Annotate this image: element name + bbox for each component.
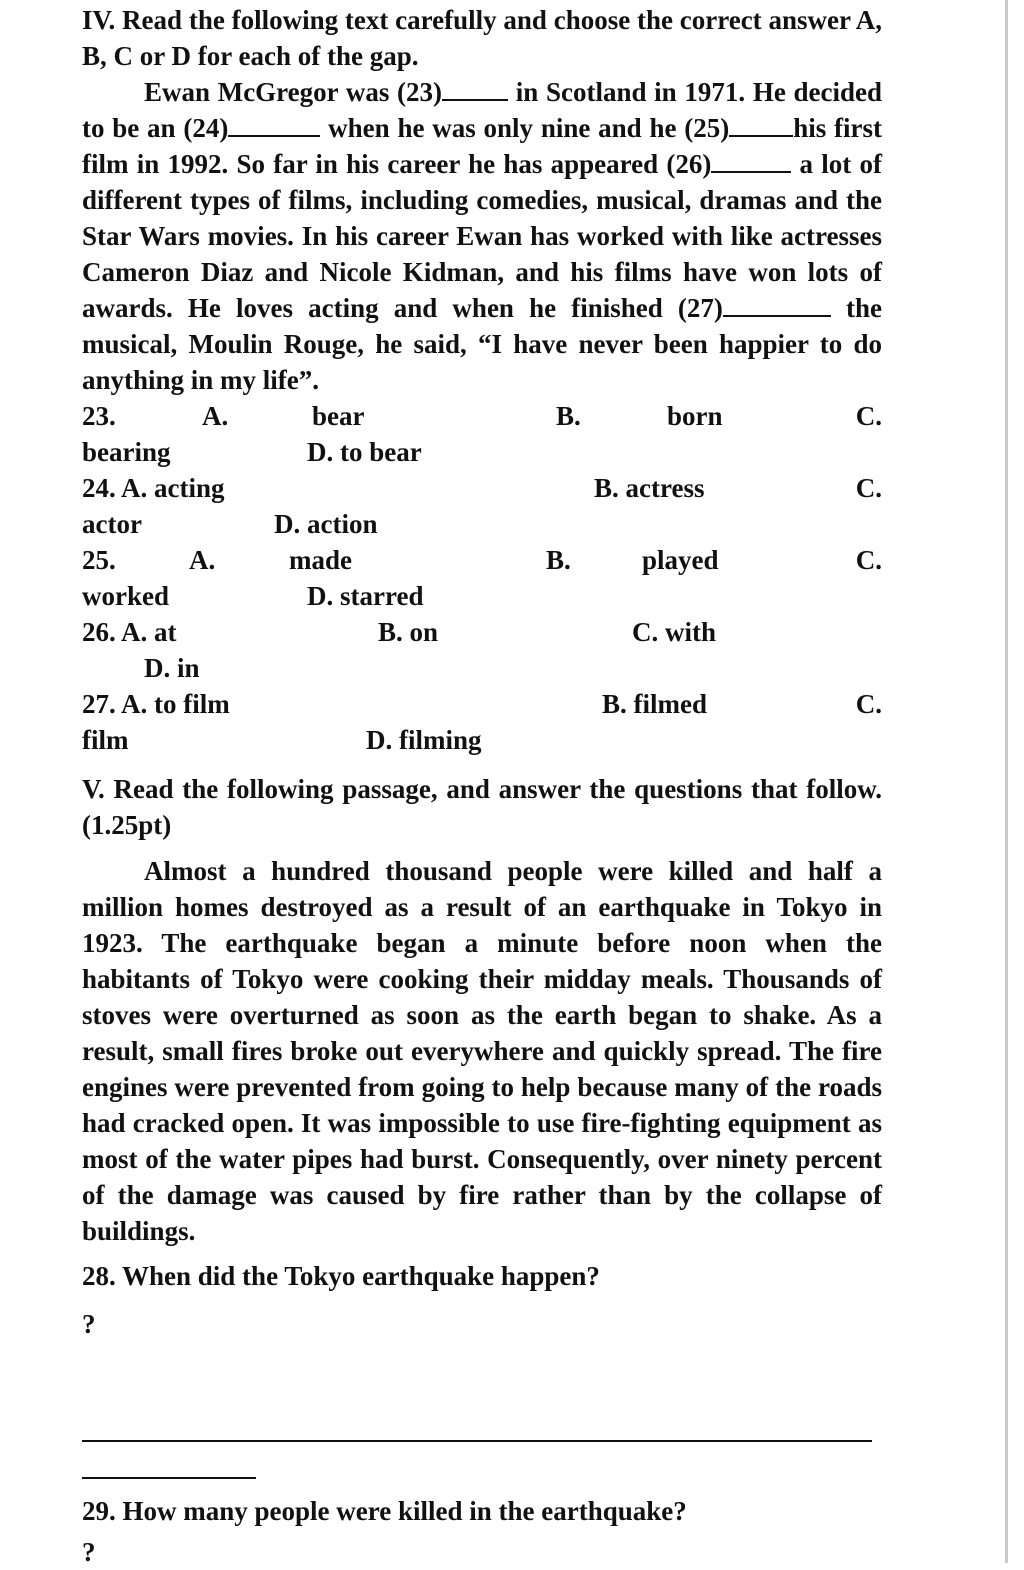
question-29: 29. How many people were killed in the earthquake?: [82, 1496, 687, 1526]
gap-24: [228, 113, 320, 137]
option-b: born: [667, 401, 723, 431]
option-c-label: C.: [855, 689, 882, 719]
option-d: D. filming: [366, 725, 482, 755]
option-a-label: A.: [189, 545, 216, 575]
answer-line-28: [82, 1440, 872, 1442]
passage-part-3: when he was only nine and he (25): [320, 113, 730, 143]
option-c: film: [82, 725, 129, 755]
question-25: [82, 542, 882, 614]
option-a-label: A.: [202, 401, 229, 431]
option-c: bearing: [82, 437, 171, 467]
option-c: worked: [82, 581, 169, 611]
option-a: 24. A. acting: [82, 473, 225, 503]
answer-line-28-end: [82, 1477, 256, 1479]
question-number: 25.: [82, 545, 116, 575]
option-c: C. with: [632, 617, 717, 647]
gap-26: [711, 149, 791, 173]
gap-27: [723, 293, 831, 317]
question-24: [82, 470, 882, 542]
gap-25: [729, 113, 793, 137]
question-23: [82, 398, 882, 470]
section-v-instruction: V. Read the following passage, and answer the questions that follow. (1.25pt): [82, 774, 882, 840]
section-v-passage: Almost a hundred thousand people were killed and half a million homes destroyed as a result of an earthquake in Tokyo in 1923. The earthquake began a minute before noon when the habitants of Tokyo were cooking their midday meals. Thousands of stoves were overturned as soon as the earth began to shake. As a result, small fires broke out everywhere and quickly spread. The fire engines were prevented from going to help because many of the roads had cracked open. It was impossible to use fire-fighting equipment as most of the water pipes had burst. Consequently, over ninety percent of the damage was caused by fire rather than by the collapse of buildings.: [82, 856, 882, 1246]
gap-23: [442, 77, 508, 101]
page-edge: [1005, 0, 1008, 1563]
option-a: 27. A. to film: [82, 689, 230, 719]
option-b: B. filmed: [602, 689, 707, 719]
passage-part-5: a lot of different types of films, including comedies, musical, dramas and the Star Wars movies. In his career Ewan has worked with like actresses Cameron Diaz and Nicole Kidman, and his films have won lots of awards. He loves acting and when he finished (27): [82, 149, 883, 323]
option-c: actor: [82, 509, 142, 539]
option-d: D. in: [144, 653, 200, 683]
option-b-label: B.: [556, 401, 581, 431]
option-b: B. on: [378, 617, 439, 647]
passage-part-2: in Scotland in 1971. He decided to be an (24): [82, 77, 882, 143]
question-28: 28. When did the Tokyo earthquake happen?: [82, 1261, 600, 1291]
section-iv-passage: [82, 74, 882, 398]
question-26: [82, 614, 882, 686]
question-number: 23.: [82, 401, 116, 431]
option-b: B. actress: [594, 473, 705, 503]
question-27: [82, 686, 882, 758]
option-c-label: C.: [855, 473, 882, 503]
option-d: D. action: [274, 509, 378, 539]
option-b-label: B.: [546, 545, 571, 575]
answer-mark-28: ?: [82, 1309, 96, 1339]
option-b: played: [642, 545, 719, 575]
option-a: made: [289, 545, 352, 575]
passage-part-1: Ewan McGregor was (23): [144, 77, 443, 107]
option-d: D. starred: [307, 581, 424, 611]
option-c-label: C.: [855, 401, 882, 431]
answer-mark-29: ?: [82, 1537, 96, 1567]
section-iv-instruction: IV. Read the following text carefully and choose the correct answer A, B, C or D for each of the gap.: [82, 5, 882, 71]
passage-part-6: the musical, Moulin Rouge, he said, “I have never been happier to do anything in my life”.: [82, 293, 882, 395]
option-a: 26. A. at: [82, 617, 177, 647]
passage-part-4: his first film in 1992. So far in his career he has appeared (26): [82, 113, 883, 179]
worksheet: [82, 2, 882, 1342]
option-c-label: C.: [855, 545, 882, 575]
option-d: D. to bear: [307, 437, 422, 467]
option-a: bear: [312, 401, 365, 431]
